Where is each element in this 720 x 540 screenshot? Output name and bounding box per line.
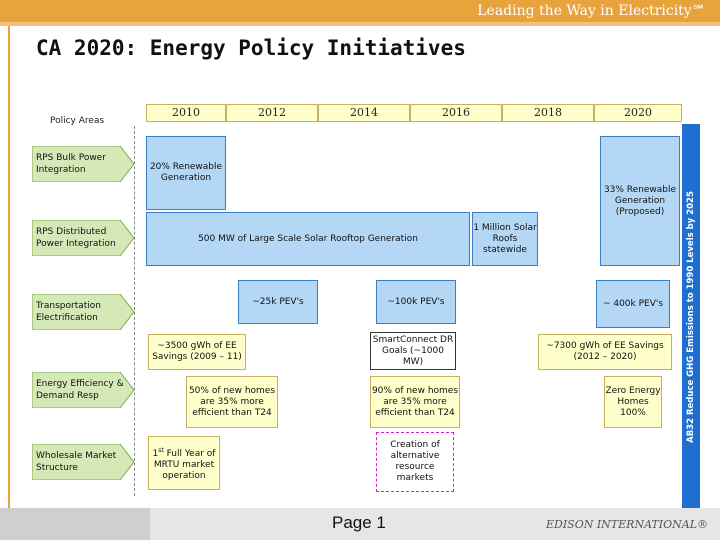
year-2018: 2018 (502, 104, 594, 122)
area-label: Energy Efficiency & Demand Resp (36, 379, 124, 401)
policy-areas-label: Policy Areas (50, 116, 105, 126)
solar-rooftop-box: 500 MW of Large Scale Solar Rooftop Generation (146, 212, 470, 266)
area-label: Transportation Electrification (36, 301, 101, 323)
area-label: RPS Bulk Power Integration (36, 153, 106, 175)
pev-100k-box: ~100k PEV's (376, 280, 456, 324)
area-label: Wholesale Market Structure (36, 451, 117, 473)
year-2016: 2016 (410, 104, 502, 122)
year-2010: 2010 (146, 104, 226, 122)
ee-savings-2012-box: ~7300 gWh of EE Savings (2012 – 2020) (538, 334, 672, 370)
mrtu-rest: Full Year of MRTU market operation (153, 448, 216, 481)
ee-savings-2009-box: ~3500 gWh of EE Savings (2009 – 11) (148, 334, 246, 370)
million-roofs-box: 1 Million Solar Roofs statewide (472, 212, 538, 266)
page-title: CA 2020: Energy Policy Initiatives (36, 36, 466, 60)
renewable-2010-box: 20% Renewable Generation (146, 136, 226, 210)
alt-markets-box: Creation of alternative resource markets (376, 432, 454, 492)
left-accent-line (8, 26, 10, 516)
page-number: Page 1 (332, 513, 386, 532)
mrtu-text (149, 445, 219, 482)
pev-400k-box: ~ 400k PEV's (596, 280, 670, 328)
year-2014: 2014 (318, 104, 410, 122)
area-label: RPS Distributed Power Integration (36, 227, 116, 249)
edison-logo: EDISON INTERNATIONAL® (545, 518, 708, 531)
year-2020: 2020 (594, 104, 682, 122)
tagline: Leading the Way in Electricity℠ (477, 3, 706, 19)
mrtu-lead: 1 (152, 448, 159, 459)
ab32-bar (682, 124, 700, 510)
zero-energy-homes-box: Zero Energy Homes 100% (604, 376, 662, 428)
mrtu-sup: st (158, 446, 164, 454)
homes-90-box: 90% of new homes are 35% more efficient than T24 (370, 376, 460, 428)
footer-left-block (0, 508, 150, 540)
year-2012: 2012 (226, 104, 318, 122)
smartconnect-box: SmartConnect DR Goals (~1000 MW) (370, 332, 456, 370)
homes-50-box: 50% of new homes are 35% more efficient than T24 (186, 376, 278, 428)
mrtu-box (148, 436, 220, 490)
header-highlight (0, 22, 720, 26)
renewable-2020-box: 33% Renewable Generation (Proposed) (600, 136, 680, 266)
ab32-label: AB32 Reduce GHG Emissions to 1990 Levels by 2025 (686, 191, 696, 443)
pev-25k-box: ~25k PEV's (238, 280, 318, 324)
